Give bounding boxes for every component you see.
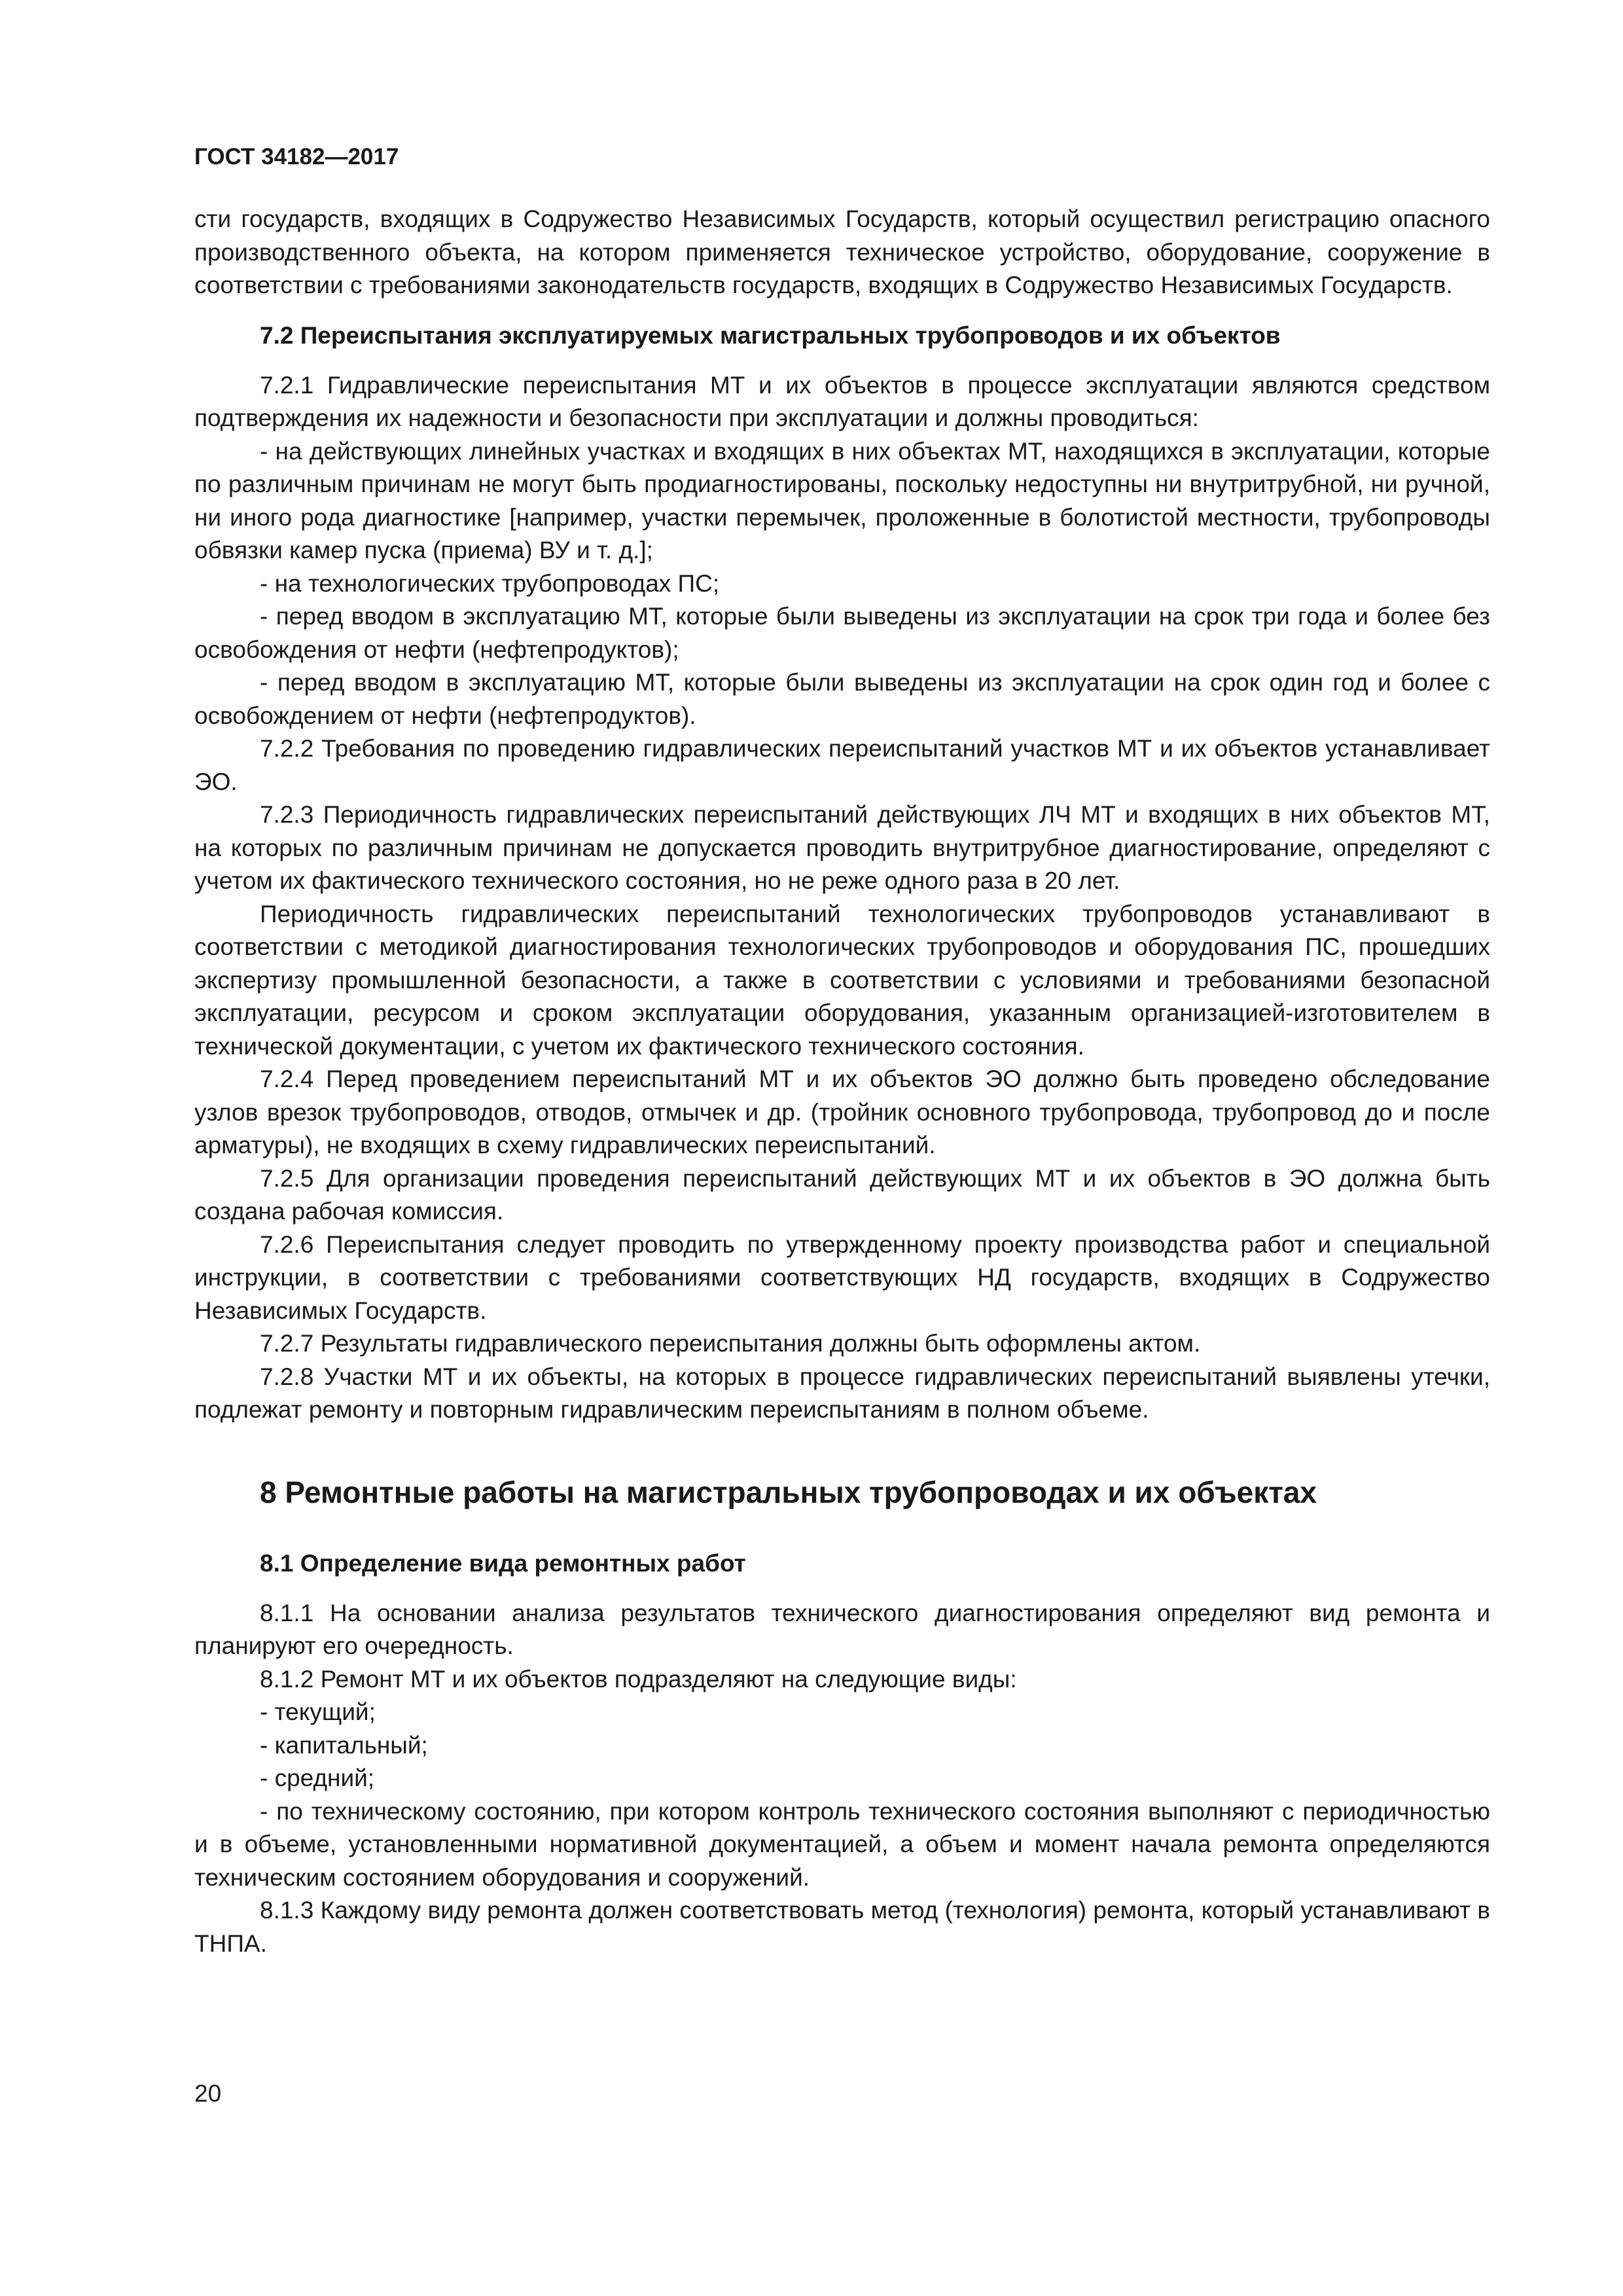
list-item: - на технологических трубопроводах ПС;	[260, 569, 720, 597]
paragraph-7-2-8: 7.2.8 Участки МТ и их объекты, на которых в процессе гидравлических переиспытаний выявлены утечки, подлежат ремонту и повторным гидравлическим переиспытаниям в полном объеме.	[194, 1363, 1490, 1423]
paragraph-7-2-2: 7.2.2 Требования по проведению гидравлических переиспытаний участков МТ и их объектов устанавливает ЭО.	[194, 735, 1490, 795]
paragraph-7-2-7: 7.2.7 Результаты гидравлического переиспытания должны быть оформлены актом.	[260, 1330, 1201, 1357]
paragraph-8-1-3: 8.1.3 Каждому виду ремонта должен соответствовать метод (технология) ремонта, который устанавливают в ТНПА.	[194, 1897, 1490, 1957]
list-item: - капитальный;	[260, 1731, 428, 1759]
list-item: - на действующих линейных участках и входящих в них объектах МТ, находящихся в эксплуатации, которые по различным причинам не могут быть продиагностированы, поскольку недоступны ни внутритрубной, ни ручной, ни иного рода диагностике [например, участки перемычек, проложенные в болотистой местности, трубопроводы обвязки камер пуска (приема) ВУ и т. д.];	[194, 437, 1490, 564]
paragraph-7-2-3: 7.2.3 Периодичность гидравлических переиспытаний действующих ЛЧ МТ и входящих в них объектов МТ, на которых по различным причинам не допускается проводить внутритрубное диагностирование, определяют с учетом их фактического технического состояния, но не реже одного раза в 20 лет.	[194, 801, 1490, 894]
list-item: - по техническому состоянию, при котором контроль технического состояния выполняют с периодичностью и в объеме, установленными нормативной документацией, а объем и момент начала ремонта определяются техническим состоянием оборудования и сооружений.	[194, 1797, 1490, 1891]
paragraph-7-2-1: 7.2.1 Гидравлические переиспытания МТ и их объектов в процессе эксплуатации являются средством подтверждения их надежности и безопасности при эксплуатации и должны проводиться:	[194, 371, 1490, 431]
section-8-1-title: 8.1 Определение вида ремонтных работ	[260, 1549, 746, 1577]
list-item: - перед вводом в эксплуатацию МТ, которые были выведены из эксплуатации на срок три года и более без освобождения от нефти (нефтепродуктов);	[194, 603, 1490, 663]
section-8-title: 8 Ремонтные работы на магистральных трубопроводах и их объектах	[260, 1475, 1317, 1509]
paragraph-8-1-1: 8.1.1 На основании анализа результатов технического диагностирования определяют вид ремонта и планируют его очередность.	[194, 1599, 1490, 1659]
document-header: ГОСТ 34182—2017	[194, 144, 399, 170]
section-7-2-title: 7.2 Переиспытания эксплуатируемых магистральных трубопроводов и их объектов	[260, 321, 1281, 349]
document-page	[194, 144, 1490, 1960]
list-item: - средний;	[260, 1765, 375, 1791]
paragraph-8-1-2: 8.1.2 Ремонт МТ и их объектов подразделяют на следующие виды:	[260, 1665, 1017, 1693]
paragraph-7-2-6: 7.2.6 Переиспытания следует проводить по утвержденному проекту производства работ и специальной инструкции, в соответствии с требованиями соответствующих НД государств, входящих в Содружество Независимых Государств.	[194, 1230, 1490, 1324]
paragraph-7-2-3-continued: Периодичность гидравлических переиспытаний технологических трубопроводов устанавливают в соответствии с методикой диагностирования технологических трубопроводов и оборудования ПС, прошедших экспертизу промышленной безопасности, а также в соответствии с условиями и требованиями безопасной эксплуатации, ресурсом и сроком эксплуатации оборудования, указанным организацией-изготовителем в технической документации, с учетом их фактического технического состояния.	[194, 900, 1490, 1060]
paragraph-7-2-4: 7.2.4 Перед проведением переиспытаний МТ и их объектов ЭО должно быть проведено обследование узлов врезок трубопроводов, отводов, отмычек и др. (тройник основного трубопровода, трубопровод до и после арматуры), не входящих в схему гидравлических переиспытаний.	[194, 1066, 1490, 1158]
intro-paragraph: сти государств, входящих в Содружество Независимых Государств, который осуществил регистрацию опасного производственного объекта, на котором применяется техническое устройство, оборудование, сооружение в соответствии с требованиями законодательств государств, входящих в Содружество Независимых Государств.	[194, 206, 1490, 298]
page-number: 20	[194, 2080, 222, 2107]
paragraph-7-2-5: 7.2.5 Для организации проведения переиспытаний действующих МТ и их объектов в ЭО должна быть создана рабочая комиссия.	[194, 1164, 1490, 1225]
list-item: - перед вводом в эксплуатацию МТ, которые были выведены из эксплуатации на срок один год и более с освобождением от нефти (нефтепродуктов).	[194, 669, 1490, 729]
list-item: - текущий;	[260, 1698, 376, 1725]
